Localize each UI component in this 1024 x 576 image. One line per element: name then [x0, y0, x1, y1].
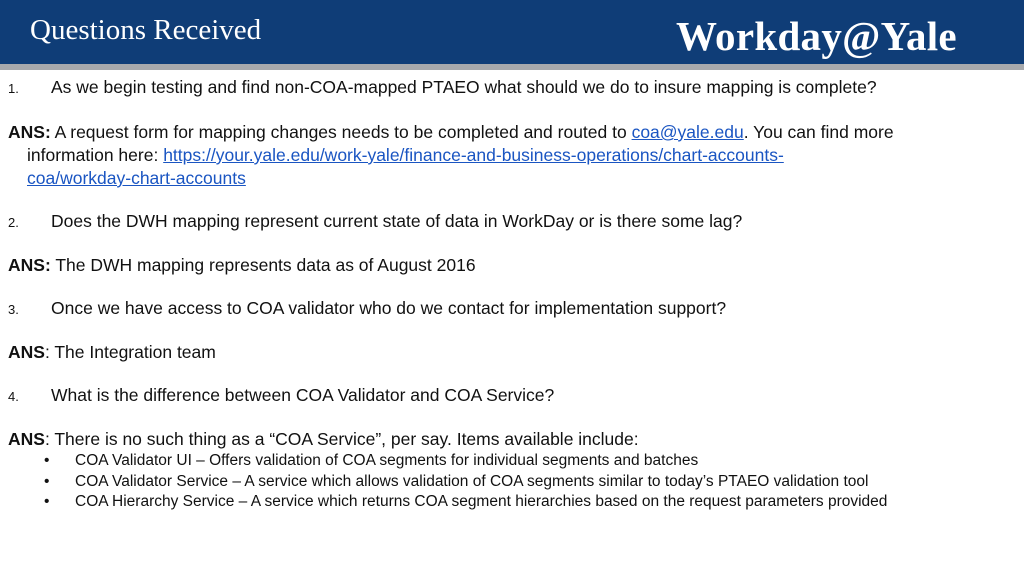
- header-bar: [0, 0, 1024, 64]
- list-item: • COA Validator UI – Offers validation of COA segments for individual segments and batches: [44, 451, 887, 472]
- question-1: [8, 77, 877, 98]
- question-text: Does the DWH mapping represent current state of data in WorkDay or is there some lag?: [51, 211, 743, 231]
- question-2: [8, 211, 742, 232]
- answer-text: A request form for mapping changes needs to be completed and routed to: [50, 122, 632, 142]
- question-text: Once we have access to COA validator who do we contact for implementation support?: [51, 298, 727, 318]
- question-number: 2.: [8, 215, 19, 230]
- bullet-icon: •: [44, 493, 50, 510]
- question-number: 3.: [8, 302, 19, 317]
- answer-label: ANS:: [8, 122, 51, 142]
- answer-1: [8, 121, 1014, 190]
- answer-text: The DWH mapping represents data as of August 2016: [50, 255, 476, 275]
- list-item: • COA Validator Service – A service which allows validation of COA segments similar to today’s PTAEO validation tool: [44, 472, 887, 493]
- page-title: Questions Received: [30, 14, 262, 46]
- answer-text: : There is no such thing as a “COA Service”, per say. Items available include:: [44, 429, 639, 449]
- answer-text: : The Integration team: [44, 342, 216, 362]
- answer-3: [8, 341, 216, 364]
- question-3: [8, 298, 726, 319]
- answer-label: ANS: [8, 342, 45, 362]
- question-text: As we begin testing and find non-COA-mapped PTAEO what should we do to insure mapping is complete?: [51, 77, 877, 97]
- chart-accounts-link[interactable]: https://your.yale.edu/work-yale/finance-and-business-operations/chart-accounts-: [163, 145, 784, 165]
- bullet-icon: •: [44, 452, 50, 469]
- question-number: 1.: [8, 81, 19, 96]
- workday-yale-logo: Workday@Yale: [676, 13, 957, 59]
- answer-text-cont: . You can find more: [743, 122, 894, 142]
- answer-label: ANS:: [8, 255, 51, 275]
- answer-label: ANS: [8, 429, 45, 449]
- bullet-icon: •: [44, 472, 50, 490]
- answer-4: [8, 428, 639, 451]
- question-4: [8, 385, 554, 406]
- chart-accounts-link-cont[interactable]: coa/workday-chart-accounts: [27, 168, 246, 188]
- answer-text-more: information here:: [27, 145, 164, 165]
- list-item: • COA Hierarchy Service – A service which returns COA segment hierarchies based on the request parameters provided: [44, 492, 887, 513]
- header-divider: [0, 64, 1024, 70]
- question-text: What is the difference between COA Validator and COA Service?: [51, 385, 555, 405]
- question-number: 4.: [8, 389, 19, 404]
- answer-2: [8, 254, 476, 277]
- answer-4-bullets: [44, 451, 887, 513]
- coa-email-link[interactable]: coa@yale.edu: [631, 122, 744, 142]
